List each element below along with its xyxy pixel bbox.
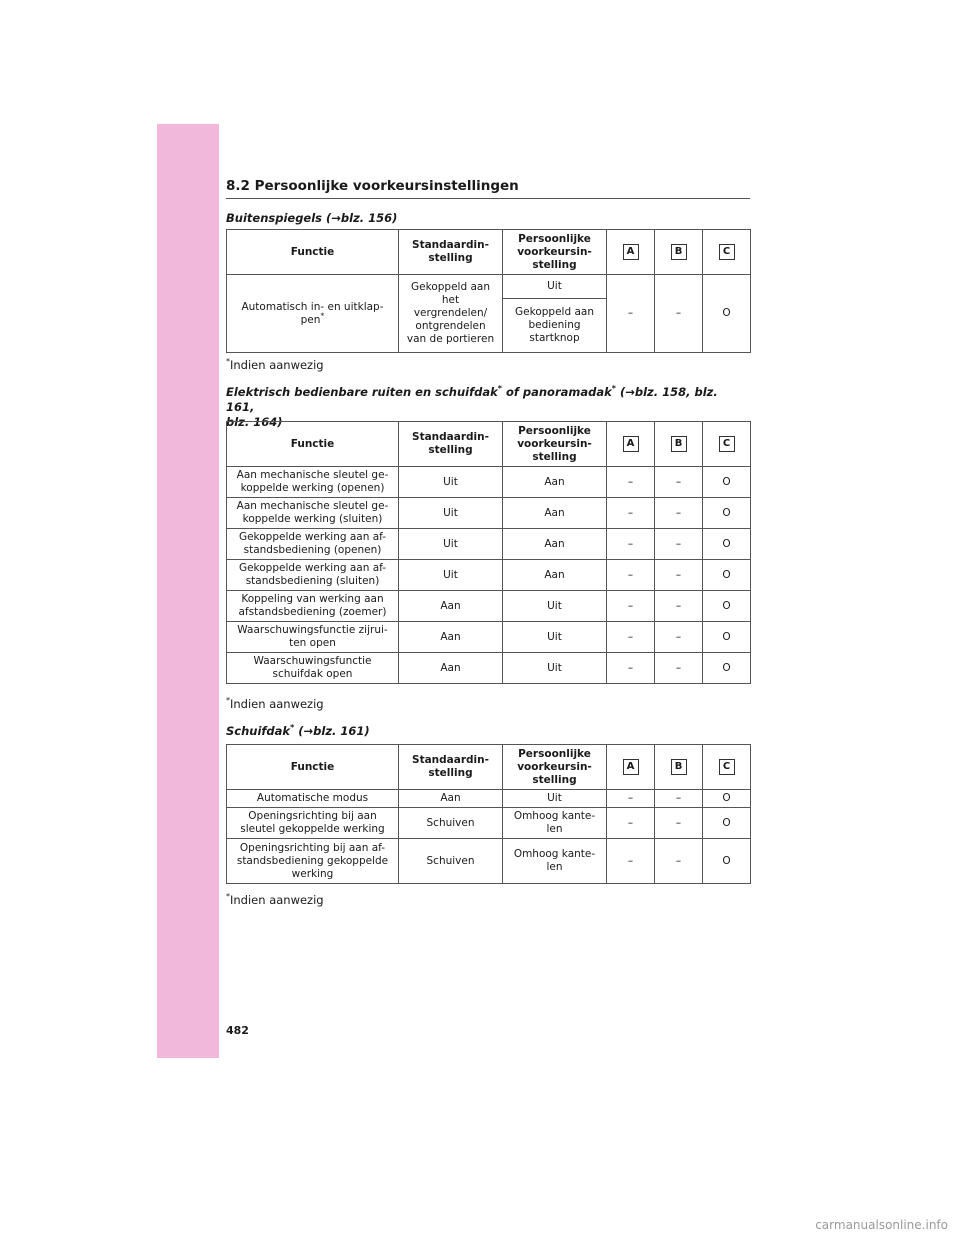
row-persoonlijk: Uit xyxy=(503,591,607,622)
row-persoonlijk: Omhoog kante- len xyxy=(503,808,607,839)
chapter-side-strip xyxy=(157,124,219,1058)
row-a: – xyxy=(607,790,655,808)
row-c: O xyxy=(703,653,751,684)
table-header-row xyxy=(227,745,751,790)
table-row xyxy=(227,591,751,622)
row-functie: Waarschuwingsfunctie schuifdak open xyxy=(227,653,399,684)
row-a: – xyxy=(607,808,655,839)
table-row xyxy=(227,560,751,591)
header-persoonlijk: Persoonlijke voorkeursin- stelling xyxy=(503,422,607,467)
header-c: C xyxy=(719,759,735,775)
row-a: – xyxy=(607,839,655,884)
row-b: – xyxy=(655,591,703,622)
row-c: O xyxy=(703,790,751,808)
table-row xyxy=(227,467,751,498)
table-row xyxy=(227,498,751,529)
row-persoonlijk: Uit xyxy=(503,653,607,684)
row-b: – xyxy=(655,790,703,808)
table-row xyxy=(227,790,751,808)
footnote-3: *Indien aanwezig xyxy=(226,892,324,907)
row-functie: Automatisch in- en uitklap- pen* xyxy=(227,275,399,353)
table-row xyxy=(227,839,751,884)
row-persoonlijk: Aan xyxy=(503,560,607,591)
table-header-row xyxy=(227,422,751,467)
row-functie: Openingsrichting bij aan sleutel gekoppelde werking xyxy=(227,808,399,839)
row-a: – xyxy=(607,498,655,529)
row-a: – xyxy=(607,275,655,353)
row-b: – xyxy=(655,653,703,684)
table-row xyxy=(227,275,751,299)
row-persoonlijk: Uit xyxy=(503,790,607,808)
row-b: – xyxy=(655,808,703,839)
table-row xyxy=(227,529,751,560)
row-option-uit: Uit xyxy=(503,275,607,299)
row-b: – xyxy=(655,467,703,498)
table3-caption: Schuifdak* (→blz. 161) xyxy=(226,723,370,738)
row-a: – xyxy=(607,622,655,653)
header-b: B xyxy=(671,244,687,260)
header-a: A xyxy=(623,759,639,775)
row-functie: Aan mechanische sleutel ge- koppelde werking (sluiten) xyxy=(227,498,399,529)
row-functie: Gekoppelde werking aan af- standsbediening (openen) xyxy=(227,529,399,560)
row-standaard: Aan xyxy=(399,591,503,622)
table-row xyxy=(227,653,751,684)
row-b: – xyxy=(655,622,703,653)
row-standaard: Gekoppeld aan het vergrendelen/ ontgrendelen van de portieren xyxy=(399,275,503,353)
row-c: O xyxy=(703,529,751,560)
row-c: O xyxy=(703,591,751,622)
row-standaard: Schuiven xyxy=(399,839,503,884)
row-b: – xyxy=(655,560,703,591)
row-c: O xyxy=(703,498,751,529)
header-c: C xyxy=(719,244,735,260)
row-b: – xyxy=(655,275,703,353)
row-functie: Koppeling van werking aan afstandsbediening (zoemer) xyxy=(227,591,399,622)
row-b: – xyxy=(655,529,703,560)
row-a: – xyxy=(607,560,655,591)
header-standaard: Standaardin- stelling xyxy=(399,745,503,790)
row-persoonlijk: Uit xyxy=(503,622,607,653)
header-persoonlijk: Persoonlijke voorkeursin- stelling xyxy=(503,230,607,275)
row-c: O xyxy=(703,275,751,353)
table2-caption: Elektrisch bedienbare ruiten en schuifdak* of panoramadak* (→blz. 158, blz. 161, blz. 164) xyxy=(226,384,718,429)
row-persoonlijk: Omhoog kante- len xyxy=(503,839,607,884)
header-functie: Functie xyxy=(227,745,399,790)
row-functie: Openingsrichting bij aan af- standsbediening gekoppelde werking xyxy=(227,839,399,884)
table-schuifdak xyxy=(226,744,751,884)
header-c: C xyxy=(719,436,735,452)
header-functie: Functie xyxy=(227,422,399,467)
footnote-1: *Indien aanwezig xyxy=(226,357,324,372)
table-buitenspiegels xyxy=(226,229,751,353)
header-a: A xyxy=(623,244,639,260)
row-a: – xyxy=(607,653,655,684)
footnote-2: *Indien aanwezig xyxy=(226,696,324,711)
row-a: – xyxy=(607,529,655,560)
row-persoonlijk: Aan xyxy=(503,529,607,560)
row-c: O xyxy=(703,839,751,884)
table-ruiten-schuifdak xyxy=(226,421,751,684)
row-b: – xyxy=(655,839,703,884)
row-standaard: Uit xyxy=(399,529,503,560)
table-row xyxy=(227,808,751,839)
table-row xyxy=(227,622,751,653)
watermark: carmanualsonline.info xyxy=(815,1218,948,1232)
row-standaard: Uit xyxy=(399,560,503,591)
row-persoonlijk: Aan xyxy=(503,467,607,498)
row-standaard: Uit xyxy=(399,467,503,498)
row-functie: Gekoppelde werking aan af- standsbediening (sluiten) xyxy=(227,560,399,591)
row-b: – xyxy=(655,498,703,529)
row-persoonlijk: Aan xyxy=(503,498,607,529)
row-c: O xyxy=(703,467,751,498)
row-standaard: Schuiven xyxy=(399,808,503,839)
row-option-startknop: Gekoppeld aan bediening startknop xyxy=(503,299,607,353)
row-functie: Automatische modus xyxy=(227,790,399,808)
row-a: – xyxy=(607,591,655,622)
table1-caption: Buitenspiegels (→blz. 156) xyxy=(226,211,398,225)
page-number: 482 xyxy=(226,1024,249,1037)
header-persoonlijk: Persoonlijke voorkeursin- stelling xyxy=(503,745,607,790)
row-functie: Aan mechanische sleutel ge- koppelde werking (openen) xyxy=(227,467,399,498)
row-c: O xyxy=(703,622,751,653)
row-standaard: Aan xyxy=(399,790,503,808)
section-title: 8.2 Persoonlijke voorkeursinstellingen xyxy=(226,178,750,199)
header-a: A xyxy=(623,436,639,452)
row-standaard: Aan xyxy=(399,622,503,653)
row-functie: Waarschuwingsfunctie zijrui- ten open xyxy=(227,622,399,653)
row-c: O xyxy=(703,808,751,839)
header-functie: Functie xyxy=(227,230,399,275)
row-a: – xyxy=(607,467,655,498)
row-c: O xyxy=(703,560,751,591)
header-b: B xyxy=(671,759,687,775)
row-standaard: Uit xyxy=(399,498,503,529)
header-standaard: Standaardin- stelling xyxy=(399,422,503,467)
header-standaard: Standaardin- stelling xyxy=(399,230,503,275)
table-header-row xyxy=(227,230,751,275)
header-b: B xyxy=(671,436,687,452)
row-standaard: Aan xyxy=(399,653,503,684)
